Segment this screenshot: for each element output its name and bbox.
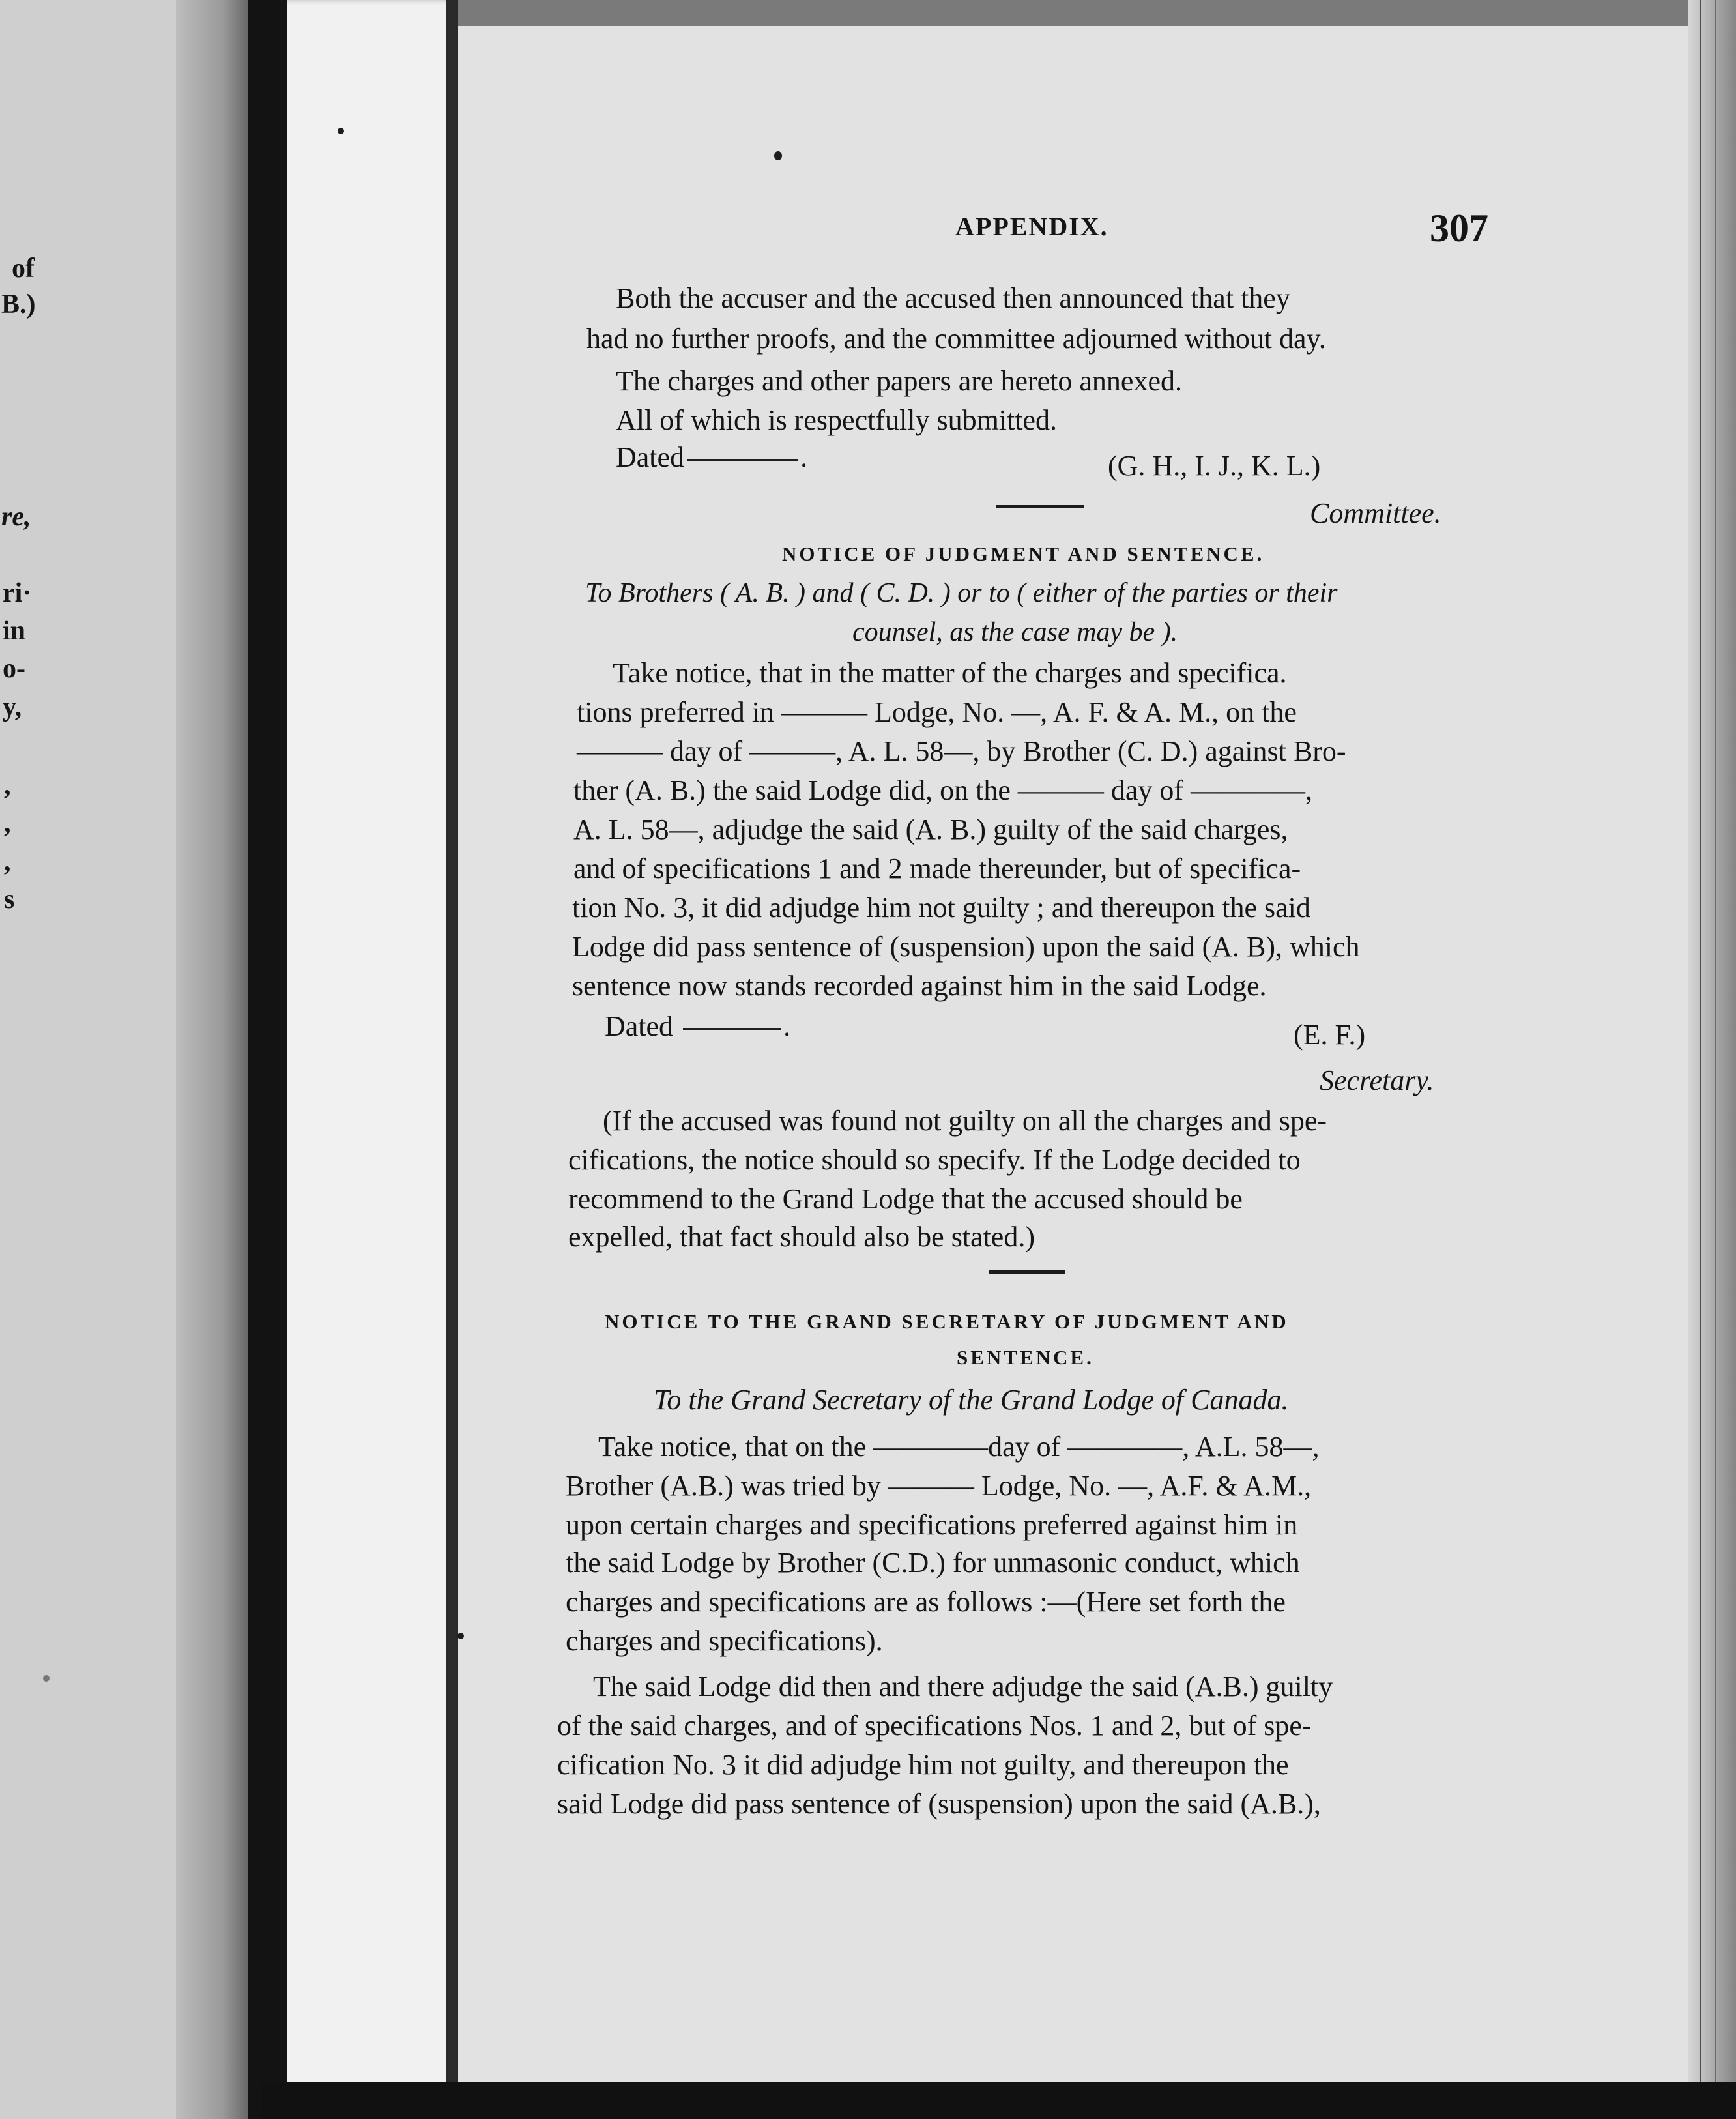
body-line: and of specifications 1 and 2 made thereunder, but of specifica-: [573, 853, 1301, 884]
left-fragment: of: [12, 254, 35, 284]
spine-line: [446, 0, 458, 2119]
body-line: The said Lodge did then and there adjudge the said (A.B.) guilty: [593, 1671, 1333, 1703]
left-fragment: ,: [4, 808, 11, 838]
body-line: sentence now stands recorded against him in the said Lodge.: [572, 970, 1267, 1002]
dated-label: Dated: [616, 441, 685, 473]
running-head: APPENDIX.: [955, 212, 1108, 241]
note-line: cifications, the notice should so specify. If the Lodge decided to: [568, 1144, 1301, 1176]
committee-signatories: (G. H., I. J., K. L.): [1108, 450, 1321, 482]
note-line: expelled, that fact should also be stated.): [568, 1221, 1035, 1253]
body-line: Lodge did pass sentence of (suspension) upon the said (A. B), which: [572, 931, 1360, 963]
address-line: To the Grand Secretary of the Grand Lodge of Canada.: [654, 1384, 1289, 1416]
text-line: All of which is respectfully submitted.: [616, 404, 1057, 436]
note-line: recommend to the Grand Lodge that the accused should be: [568, 1183, 1243, 1215]
note-line: (If the accused was found not guilty on all the charges and spe-: [603, 1105, 1327, 1137]
left-fragment: ,: [4, 847, 11, 877]
left-page-shadow: [176, 0, 254, 2119]
separator-rule: [989, 1270, 1065, 1274]
body-line: ther (A. B.) the said Lodge did, on the ——— day of ————,: [573, 774, 1313, 806]
left-fragment: B.): [1, 289, 36, 319]
ink-speck: [43, 1675, 50, 1682]
left-fragment: s: [4, 884, 15, 914]
body-line: charges and specifications).: [566, 1625, 883, 1657]
section-heading: NOTICE OF JUDGMENT AND SENTENCE.: [782, 542, 1265, 565]
binding-gutter: [248, 0, 287, 2119]
body-line: A. L. 58—, adjudge the said (A. B.) guilty of the said charges,: [573, 813, 1288, 845]
ink-speck: [774, 151, 782, 160]
left-fragment: ,: [4, 770, 11, 800]
body-line: of the said charges, and of specifications Nos. 1 and 2, but of spe-: [557, 1710, 1312, 1742]
body-line: ——— day of ———, A. L. 58—, by Brother (C. D.) against Bro-: [577, 735, 1346, 767]
page-number: 307: [1430, 207, 1488, 250]
left-fragment: re,: [1, 502, 31, 532]
body-line: tion No. 3, it did adjudge him not guilty ; and thereupon the said: [572, 892, 1310, 924]
left-fragment: in: [3, 616, 26, 646]
separator-rule: [996, 505, 1084, 508]
body-line: said Lodge did pass sentence of (suspension) upon the said (A.B.),: [557, 1788, 1321, 1820]
body-line: Brother (A.B.) was tried by ——— Lodge, No. —, A.F. & A.M.,: [566, 1470, 1312, 1502]
body-line: the said Lodge by Brother (C.D.) for unmasonic conduct, which: [566, 1547, 1300, 1579]
ink-speck: [457, 1633, 464, 1639]
left-fragment: ri·: [3, 578, 32, 608]
body-line: Take notice, that on the ————day of ————, A.L. 58—,: [598, 1431, 1320, 1463]
body-line: cification No. 3 it did adjudge him not guilty, and thereupon the: [557, 1749, 1289, 1781]
text-line: had no further proofs, and the committee adjourned without day.: [586, 323, 1326, 355]
body-line: Take notice, that in the matter of the charges and specifica.: [613, 657, 1287, 689]
text-line: Both the accuser and the accused then announced that they: [616, 282, 1290, 314]
blank-line: [687, 459, 798, 461]
body-line: upon certain charges and specifications preferred against him in: [566, 1509, 1298, 1541]
committee-label: Committee.: [1310, 497, 1441, 529]
body-line: tions preferred in ——— Lodge, No. —, A. F. & A. M., on the: [577, 696, 1297, 728]
blank-line: [683, 1028, 781, 1030]
section-heading: NOTICE TO THE GRAND SECRETARY OF JUDGMENT AND: [605, 1310, 1289, 1333]
dated-line: Dated .: [616, 441, 808, 473]
left-fragment: o-: [3, 654, 25, 684]
secretary-title: Secretary.: [1320, 1064, 1434, 1096]
address-line: counsel, as the case may be ).: [852, 617, 1178, 647]
binding-strip: [287, 0, 456, 2119]
right-page-edges: [1688, 0, 1736, 2119]
ink-speck: [338, 128, 344, 134]
secretary-signatory: (E. F.): [1294, 1019, 1366, 1051]
dated-line: Dated .: [605, 1010, 791, 1042]
address-line: To Brothers ( A. B. ) and ( C. D. ) or to ( either of the parties or their: [585, 578, 1338, 608]
body-line: charges and specifications are as follows :—(Here set forth the: [566, 1586, 1286, 1618]
left-fragment: y,: [3, 692, 22, 722]
dated-label: Dated: [605, 1010, 674, 1042]
section-heading: SENTENCE.: [957, 1346, 1094, 1369]
bottom-shadow: [261, 2082, 1736, 2119]
text-line: The charges and other papers are hereto annexed.: [616, 365, 1182, 397]
